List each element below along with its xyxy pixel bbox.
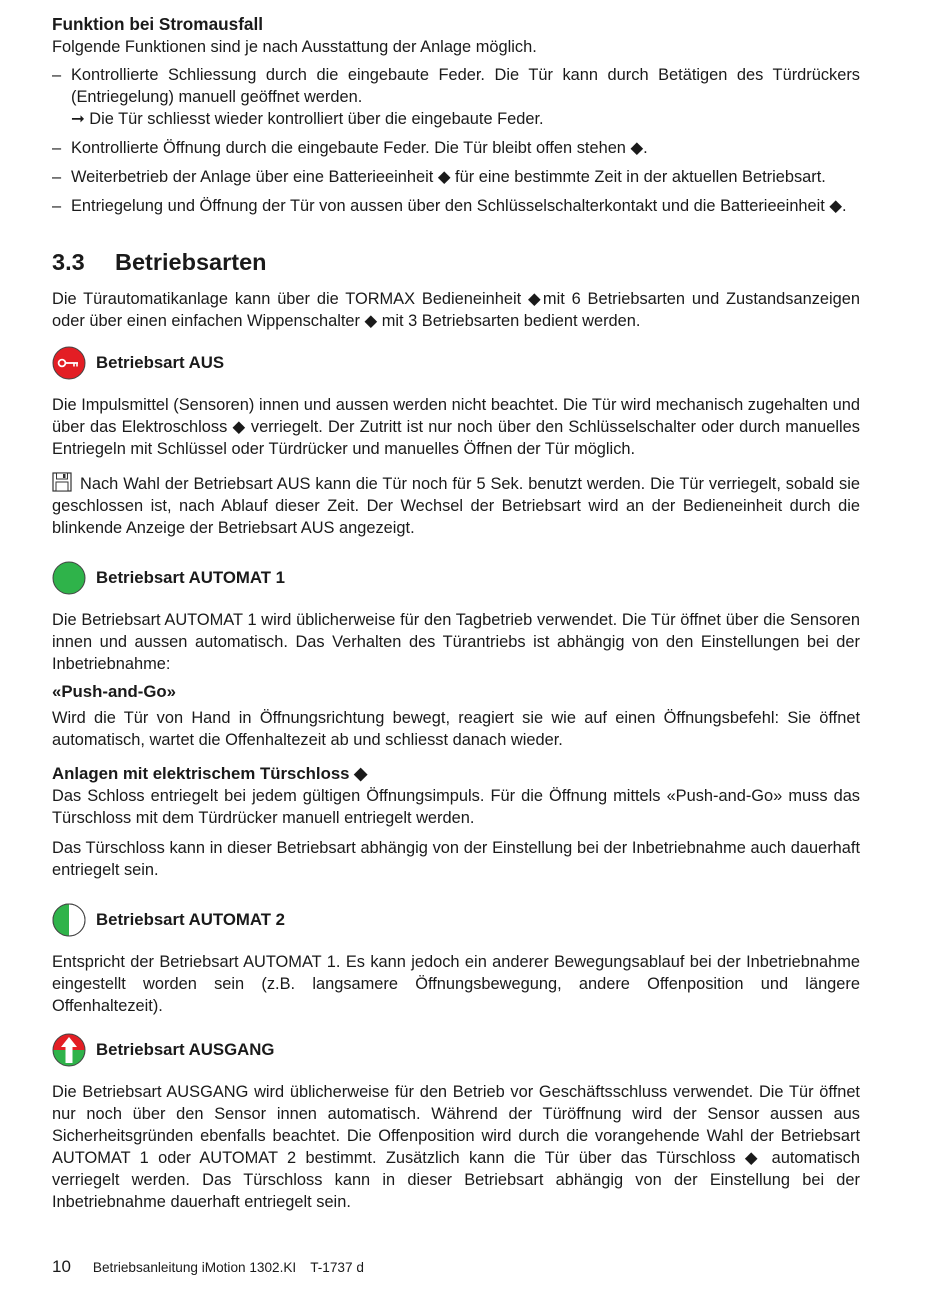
mode-aus-text: Die Impulsmittel (Sensoren) innen und aussen werden nicht beachtet. Die Tür wird mechanisch zugehalten und über das Elektroschloss ◆ verriegelt. Der Zutritt ist nur noch über den Schlüsselschalter oder durch manuelles Entriegeln mit Schlüssel oder Türdrücker und manuelles Öffnen der Tür möglich.: [52, 396, 860, 458]
list-item: [52, 64, 860, 130]
mode-automat1-text: Die Betriebsart AUTOMAT 1 wird üblicherweise für den Tagbetrieb verwendet. Die Tür öffnet über die Sensoren innen und aussen automatisch. Das Verhalten des Türantriebs ist abhängig von den Einstellungen bei der Inbetriebnahme:: [52, 611, 860, 673]
exit-arrow-icon: [52, 1033, 86, 1067]
dash-bullet: –: [52, 197, 62, 215]
mode-ausgang-text: Die Betriebsart AUSGANG wird üblicherweise für den Betrieb vor Geschäftsschluss verwendet. Die Tür öffnet nur noch über den Sensor innen automatisch. Während der Türöffnung wird der Sensor aussen aus Sicherheitsgründen ebenfalls beachtet. Die Offenposition wird durch die vorangehende Wahl der Betriebsart AUTOMAT 1 oder AUTOMAT 2 bestimmt. Zusätzlich kann die Tür über das Türschloss ◆ automatisch verriegelt werden. Das Türschloss kann in dieser Betriebsart abhängig von der Einstellung bei der Inbetriebnahme dauerhaft entriegelt sein.: [52, 1083, 860, 1211]
mode-automat2-heading: [52, 903, 860, 937]
list-item: [52, 166, 860, 188]
half-green-circle-icon: [52, 903, 86, 937]
mode-ausgang-heading: [52, 1033, 860, 1067]
list-item: [52, 137, 860, 159]
list-item: [52, 195, 860, 217]
mode-automat1-title: Betriebsart AUTOMAT 1: [96, 568, 285, 587]
power-failure-heading: Funktion bei Stromausfall: [52, 14, 264, 34]
electric-lock-heading: Anlagen mit elektrischem Türschloss ◆: [52, 764, 368, 783]
section-intro: Die Türautomatikanlage kann über die TORMAX Bedieneinheit ◆mit 6 Betriebsarten und Zustandsanzeigen oder über einen einfachen Wippenschalter ◆ mit 3 Betriebsarten bedient werden.: [52, 290, 860, 330]
power-failure-intro: Folgende Funktionen sind je nach Ausstattung der Anlage möglich.: [52, 38, 537, 56]
page-number: 10: [52, 1257, 71, 1276]
mode-aus-title: Betriebsart AUS: [96, 353, 225, 372]
push-and-go-heading: «Push-and-Go»: [52, 682, 177, 701]
mode-automat2-text: Entspricht der Betriebsart AUTOMAT 1. Es kann jedoch ein anderer Bewegungsablauf bei der Inbetriebnahme eingestellt worden sein (z.B. langsamere Öffnungsbewegung, andere Offenposition und längere Offenhaltezeit).: [52, 953, 860, 1015]
electric-lock-text: Das Schloss entriegelt bei jedem gültigen Öffnungsimpuls. Für die Öffnung mittels «Push-and-Go» muss das Türschloss mit dem Türdrücker manuell entriegelt werden.: [52, 787, 860, 827]
dash-bullet: –: [52, 66, 62, 84]
floppy-disk-icon: [52, 472, 72, 492]
mode-ausgang-title: Betriebsart AUSGANG: [96, 1040, 275, 1059]
list-item-text: Entriegelung und Öffnung der Tür von aussen über den Schlüsselschalterkontakt und die Batterieeinheit ◆.: [71, 197, 847, 215]
list-item-text: Weiterbetrieb der Anlage über eine Batterieeinheit ◆ für eine bestimmte Zeit in der aktuellen Betriebsart.: [71, 168, 826, 186]
document-code: T-1737 d: [310, 1260, 364, 1275]
mode-aus-heading: [52, 346, 860, 380]
section-number: 3.3: [52, 249, 85, 275]
power-failure-list: [52, 64, 860, 217]
section-title: [52, 247, 860, 277]
key-icon: [52, 346, 86, 380]
dash-bullet: –: [52, 168, 62, 186]
electric-lock-text-2: Das Türschloss kann in dieser Betriebsart abhängig von der Einstellung bei der Inbetriebnahme auch dauerhaft entriegelt sein.: [52, 839, 860, 879]
document-title: Betriebsanleitung iMotion 1302.KI: [92, 1260, 297, 1275]
push-and-go-text: Wird die Tür von Hand in Öffnungsrichtung bewegt, reagiert sie wie auf einen Öffnungsbefehl: Sie öffnet automatisch, wartet die Offenhaltezeit ab und schliesst danach wieder.: [52, 709, 860, 749]
green-circle-icon: [52, 561, 86, 595]
mode-automat2-title: Betriebsart AUTOMAT 2: [96, 910, 285, 929]
dash-bullet: –: [52, 139, 62, 157]
mode-aus-note-text: Nach Wahl der Betriebsart AUS kann die Tür noch für 5 Sek. benutzt werden. Die Tür verriegelt, sobald sie geschlossen ist, nach Ablauf dieser Zeit. Der Wechsel der Betriebsart wird an der Bedieneinheit durch die blinkende Anzeige der Betriebsart AUS angezeigt.: [52, 475, 860, 537]
list-item-result: ➞ Die Tür schliesst wieder kontrolliert über die eingebaute Feder.: [71, 110, 544, 128]
list-item-text: Kontrollierte Öffnung durch die eingebaute Feder. Die Tür bleibt offen stehen ◆.: [71, 139, 648, 157]
mode-automat1-heading: [52, 561, 860, 595]
page-footer: [52, 1257, 364, 1278]
list-item-text: Kontrollierte Schliessung durch die eingebaute Feder. Die Tür kann durch Betätigen des Türdrückers (Entriegelung) manuell geöffnet werden.: [71, 66, 860, 106]
section-title-text: Betriebsarten: [115, 249, 267, 275]
page-content: [52, 12, 860, 1213]
mode-aus-note: [52, 472, 860, 539]
